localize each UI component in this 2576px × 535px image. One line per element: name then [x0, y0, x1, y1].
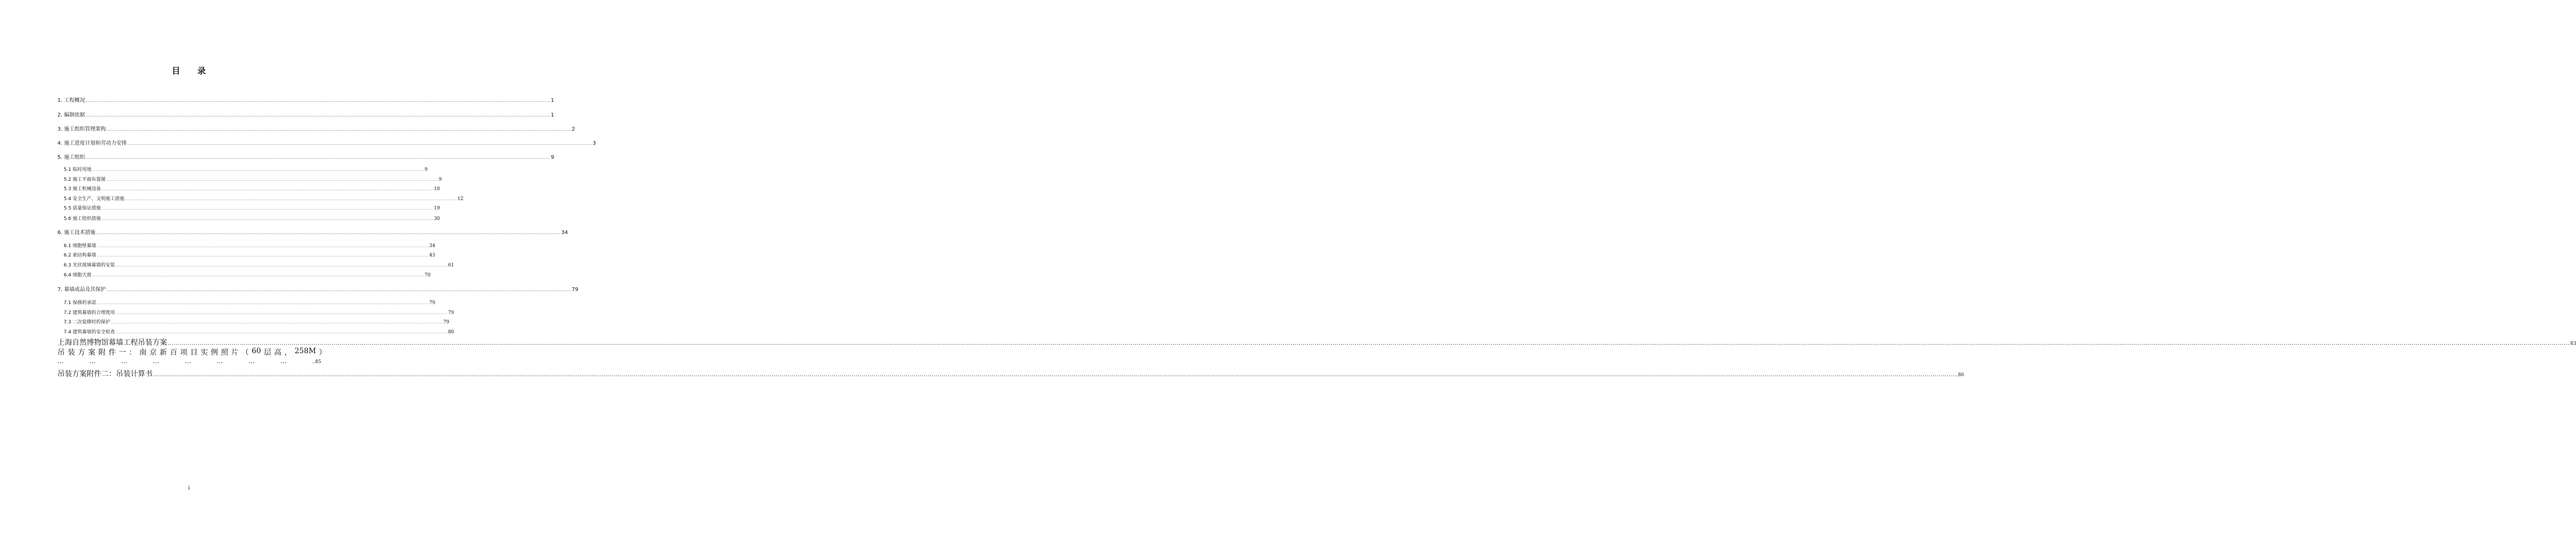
appendix-1-char: 高	[274, 348, 281, 357]
toc-leader-dots: ................................................................................................................................................................................................................................................................................................................................................................................................................	[85, 156, 550, 160]
toc-leader-dots: ................................................................................................................................................................................................................................................................................................................................................................................................................	[106, 179, 438, 182]
toc-entry-page: 79	[448, 310, 454, 316]
toc-entry[interactable]	[57, 228, 568, 236]
toc-leader-dots: ................................................................................................................................................................................................................................................................................................................................................................................................................	[111, 321, 443, 324]
toc-entry-label: 5. 施工组织	[57, 155, 85, 160]
appendix-1-char: 60	[251, 347, 261, 355]
toc-entry[interactable]	[57, 285, 579, 293]
toc-entry[interactable]	[64, 204, 440, 211]
toc-leader-dots: ................................................................................................................................................................................................................................................................................................................................................................................................................	[101, 188, 433, 191]
toc-leader-dots: ................................................................................................................................................................................................................................................................................................................................................................................................................	[85, 99, 550, 103]
appendix-1-char: 附	[98, 348, 106, 357]
appendix-1-dots: …	[248, 357, 255, 365]
toc-entry-label: 5.6 施工组织措施	[64, 216, 101, 222]
toc-entry-label: 6.2 索结构幕墙	[64, 253, 97, 258]
toc-entry-label: 4. 施工进度计划和劳动力安排	[57, 141, 127, 146]
toc-leader-dots: ................................................................................................................................................................................................................................................................................................................................................................................................................	[101, 218, 433, 221]
toc-entry-label: 2. 编制依据	[57, 112, 85, 118]
toc-entry-page: 9	[550, 155, 555, 160]
appendix-1-dots: …	[89, 357, 96, 365]
toc-leader-dots: ................................................................................................................................................................................................................................................................................................................................................................................................................	[96, 231, 561, 235]
appendix-1-dots: …	[216, 357, 223, 365]
toc-leader-dots: ................................................................................................................................................................................................................................................................................................................................................................................................................	[115, 264, 448, 268]
toc-leader-dots: ………………………………………………………………………………………………………………………………………………………………………………………………………………………………………………………………………………………………………………………………………………………………………………………………………………………………………………………………………………………………………………………………………………………………………………………………………………………………………………………………………………………………………………………………………………………………………………………………………………………………	[153, 371, 1955, 378]
toc-entry-page: 83	[2570, 341, 2576, 346]
toc-entry-label: 7.3 二次装修时的保护	[64, 320, 111, 325]
toc-entry-label: 6.1 细胞壁幕墙	[64, 243, 97, 249]
toc-entry[interactable]	[57, 124, 575, 132]
toc-entry-label: 5.5 质量保证措施	[64, 206, 101, 211]
toc-leader-dots: ................................................................................................................................................................................................................................................................................................................................................................................................................	[127, 142, 592, 146]
toc-appendix-1-line2[interactable]	[57, 357, 321, 365]
toc-entry[interactable]	[64, 185, 440, 192]
toc-entry-label: 5.1 临时用地	[64, 167, 92, 172]
toc-entry-page: 2	[571, 126, 575, 132]
toc-entry-page: 79	[571, 287, 579, 293]
toc-entry-label: 7.4 建筑幕墙的安全检查	[64, 330, 115, 335]
toc-entry-page: 79	[429, 300, 436, 306]
toc-leader-dots: ................................................................................................................................................................................................................................................................................................................................................................................................................	[101, 207, 433, 211]
appendix-1-dots: …	[57, 357, 64, 365]
toc-entry[interactable]	[57, 337, 2576, 347]
toc-entry[interactable]	[57, 138, 596, 146]
toc-entry-label: 7.1 保修的承诺	[64, 300, 97, 306]
toc-entry[interactable]	[64, 176, 442, 182]
appendix-1-char: 实	[201, 348, 208, 357]
appendix-1-char: 层	[264, 348, 272, 357]
appendix-1-dots: …	[121, 357, 127, 365]
toc-entry[interactable]	[64, 271, 431, 278]
toc-entry-label: 3. 施工组织管理架构	[57, 126, 106, 132]
toc-entry-page: ..85	[312, 359, 321, 365]
appendix-1-char: 新	[159, 348, 167, 357]
toc-entry[interactable]	[64, 195, 464, 202]
toc-entry-page: 9	[438, 177, 442, 182]
toc-entry[interactable]	[64, 215, 440, 222]
toc-entry-page: 34	[429, 243, 436, 249]
toc-entry-label: 1. 工程概况	[57, 98, 85, 103]
toc-entry[interactable]	[64, 242, 436, 249]
appendix-1-char: ）	[319, 348, 326, 357]
toc-entry-page: 61	[448, 263, 454, 268]
toc-entry[interactable]	[57, 368, 1965, 379]
toc-entry[interactable]	[57, 110, 555, 118]
table-of-contents	[57, 0, 2576, 535]
appendix-1-char: 装	[67, 348, 75, 357]
toc-entry-label: 7.2 建筑幕墙的合理使用	[64, 310, 115, 316]
toc-entry-page: 10	[433, 187, 440, 192]
page-number-footer: i	[188, 485, 190, 491]
toc-entry-label: 5.4 安全生产、文明施工措施	[64, 196, 125, 202]
appendix-1-char: 照	[221, 348, 229, 357]
toc-entry-page: 34	[561, 230, 568, 236]
appendix-1-char: （	[241, 348, 249, 357]
appendix-1-char: 一	[119, 348, 126, 357]
toc-entry[interactable]	[64, 166, 428, 172]
toc-leader-dots: ................................................................................................................................................................................................................................................................................................................................................................................................................	[106, 127, 571, 132]
toc-leader-dots: ................................................................................................................................................................................................................................................................................................................................................................................................................	[92, 169, 424, 172]
toc-entry-label: 5.2 施工平面布置图	[64, 177, 106, 182]
toc-leader-dots: ................................................................................................................................................................................................................................................................................................................................................................................................................	[85, 113, 550, 118]
appendix-1-char: ：	[129, 348, 137, 357]
appendix-1-dots: …	[184, 357, 191, 365]
toc-entry-page: 43	[429, 253, 436, 258]
toc-entry-page: 3	[592, 141, 596, 146]
appendix-1-char: 京	[149, 348, 157, 357]
toc-entry-page: 80	[448, 330, 454, 335]
toc-leader-dots: ................................................................................................................................................................................................................................................................................................................................................................................................................	[106, 288, 571, 292]
toc-leader-dots: ................................................................................................................................................................................................................................................................................................................................................................................................................	[115, 312, 448, 315]
toc-leader-dots: ................................................................................................................................................................................................................................................................................................................................................................................................................	[97, 254, 429, 258]
toc-entry-page: 19	[433, 206, 440, 211]
toc-leader-dots: ................................................................................................................................................................................................................................................................................................................................................................................................................	[125, 198, 457, 201]
appendix-1-char: 方	[78, 348, 86, 357]
toc-entry-page: 30	[433, 216, 440, 222]
toc-entry[interactable]	[64, 318, 450, 325]
toc-entry-page: 1	[550, 112, 555, 118]
appendix-1-char: 吊	[57, 348, 65, 357]
toc-entry-label: 6.4 细胞天窗	[64, 273, 92, 278]
toc-entry-page: 79	[443, 320, 450, 325]
appendix-1-char: ，	[284, 348, 292, 357]
appendix-1-dots: …	[152, 357, 159, 365]
toc-title-left: 目	[171, 66, 181, 76]
appendix-1-char: 片	[231, 348, 239, 357]
toc-entry-label: 上海自然博物馆幕墙工程吊装方案	[57, 339, 167, 347]
toc-entry[interactable]	[64, 251, 436, 258]
appendix-1-char: 南	[139, 348, 147, 357]
appendix-1-char: 件	[108, 348, 116, 357]
toc-entry[interactable]	[64, 261, 454, 268]
toc-entry-page: 70	[424, 273, 431, 278]
toc-entry[interactable]	[57, 96, 555, 103]
toc-entry-label: 6. 施工技术措施	[57, 230, 96, 236]
toc-entry[interactable]	[57, 153, 555, 160]
toc-leader-dots: …………………………………………………………………………………………………………………………………………………………………………………………………………………………………………………………………………………………………………………………………………………………………………………………………………………………………………………………………………………………………………………………………………………………………………………………………………………………………………………………………………………………………………………………………………………………………………………………………………………………………………………………………………………………………………………………………………………………………………………………………………………………………………………………………………………………………………	[168, 340, 2570, 346]
toc-entry-label: 5.3 施工机械设备	[64, 187, 101, 192]
toc-leader-dots: ................................................................................................................................................................................................................................................................................................................................................................................................................	[115, 331, 448, 334]
appendix-1-char: 目	[190, 348, 198, 357]
toc-entry-label: 6.3 光伏玻璃幕墙的安装	[64, 263, 115, 268]
appendix-1-dots: …	[280, 357, 287, 365]
appendix-1-char: 百	[170, 348, 178, 357]
toc-leader-dots: ................................................................................................................................................................................................................................................................................................................................................................................................................	[97, 245, 429, 248]
toc-leader-dots: ................................................................................................................................................................................................................................................................................................................................................................................................................	[92, 274, 424, 277]
toc-entry-page: 12	[457, 196, 464, 202]
toc-entry[interactable]	[64, 328, 454, 335]
toc-entry-page: ..86	[1955, 373, 1965, 378]
toc-entry[interactable]	[64, 299, 436, 306]
appendix-1-char: 案	[88, 348, 96, 357]
toc-appendix-1-line1[interactable]	[57, 347, 326, 357]
toc-entry-label: 7. 幕墙成品及其保护	[57, 287, 106, 293]
toc-entry-page: 9	[424, 167, 428, 172]
toc-entry-label: 吊装方案附件二：吊装计算书	[57, 370, 152, 378]
appendix-1-char: 项	[180, 348, 187, 357]
toc-entry-page: 1	[550, 98, 555, 103]
toc-entry[interactable]	[64, 309, 454, 316]
toc-title-right: 录	[197, 66, 207, 76]
appendix-1-char: 例	[210, 348, 218, 357]
toc-leader-dots: ................................................................................................................................................................................................................................................................................................................................................................................................................	[97, 302, 429, 305]
appendix-1-char: 258M	[295, 347, 316, 355]
